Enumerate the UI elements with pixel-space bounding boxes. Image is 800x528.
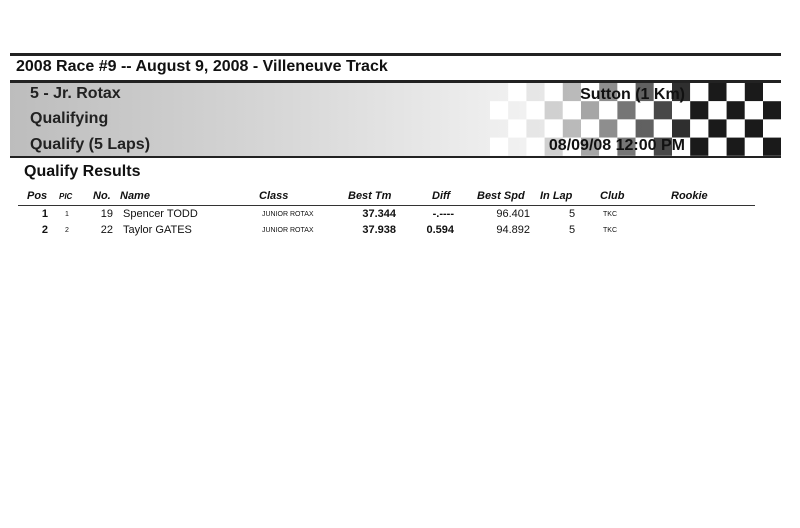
cell-class: JUNIOR ROTAX (262, 227, 314, 234)
cell-in-lap: 5 (568, 208, 576, 220)
cell-pic: 1 (65, 211, 69, 218)
cell-class: JUNIOR ROTAX (262, 211, 314, 218)
checker-square (526, 101, 544, 119)
checker-square (690, 138, 708, 156)
cell-pos: 1 (41, 208, 48, 220)
checker-square (763, 119, 781, 137)
session-datetime: 08/09/08 12:00 PM (548, 137, 685, 154)
col-header-rookie: Rookie (671, 190, 708, 202)
checker-square (745, 138, 763, 156)
checker-square (599, 119, 617, 137)
cell-pos: 2 (41, 224, 48, 236)
col-header-in-lap: In Lap (540, 190, 573, 202)
checker-square (763, 101, 781, 119)
checker-square (545, 83, 563, 101)
track-name: Sutton (1 Km) (580, 86, 685, 103)
checker-square (508, 138, 526, 156)
checker-square (690, 101, 708, 119)
checker-square (508, 119, 526, 137)
checker-square (672, 119, 690, 137)
checker-square (563, 101, 581, 119)
checker-square (617, 119, 635, 137)
checker-square (490, 119, 508, 137)
cell-best-tm: 37.938 (362, 224, 396, 236)
class-name: 5 - Jr. Rotax (30, 85, 121, 102)
checker-square (727, 101, 745, 119)
cell-diff: -.---- (432, 208, 454, 220)
checker-square (526, 119, 544, 137)
checker-square (490, 101, 508, 119)
checker-square (745, 101, 763, 119)
col-header-name: Name (120, 190, 150, 202)
col-header-best-tm: Best Tm (348, 190, 392, 202)
band-rule-bottom (10, 156, 781, 158)
checker-square (654, 119, 672, 137)
col-header-no: No. (93, 190, 111, 202)
checker-square (690, 119, 708, 137)
checker-square (545, 101, 563, 119)
checker-square (763, 83, 781, 101)
checker-square (636, 119, 654, 137)
checker-square (763, 138, 781, 156)
top-rule (10, 53, 781, 56)
col-header-class: Class (259, 190, 289, 202)
col-header-diff: Diff (432, 190, 451, 202)
cell-best-spd: 96.401 (496, 208, 530, 220)
checker-square (526, 83, 544, 101)
checker-square (581, 119, 599, 137)
session-name: Qualify (5 Laps) (30, 136, 151, 153)
col-header-pos: Pos (27, 190, 48, 202)
cell-pic: 2 (65, 227, 69, 234)
checker-square (508, 101, 526, 119)
checker-square (490, 83, 508, 101)
cell-no: 19 (100, 208, 113, 220)
cell-no: 22 (100, 224, 113, 236)
checker-square (690, 83, 708, 101)
checker-square (563, 119, 581, 137)
cell-best-tm: 37.344 (362, 208, 396, 220)
checker-square (708, 101, 726, 119)
header-rule (18, 205, 755, 206)
checker-square (708, 119, 726, 137)
race-title: 2008 Race #9 -- August 9, 2008 - Villeneuve Track (16, 58, 388, 75)
session-type: Qualifying (30, 110, 109, 127)
checker-square (708, 138, 726, 156)
checker-square (745, 119, 763, 137)
col-header-club: Club (600, 190, 625, 202)
checker-square (727, 119, 745, 137)
checker-square (727, 83, 745, 101)
cell-name: Spencer TODD (123, 208, 198, 220)
cell-best-spd: 94.892 (496, 224, 530, 236)
checker-square (727, 138, 745, 156)
cell-club: TKC (603, 211, 617, 218)
col-header-pic: PIC (59, 192, 73, 201)
checker-square (563, 83, 581, 101)
checker-square (526, 138, 544, 156)
cell-diff: 0.594 (426, 224, 454, 236)
col-header-best-spd: Best Spd (477, 190, 525, 202)
results-title: Qualify Results (24, 163, 141, 180)
checker-square (545, 119, 563, 137)
cell-club: TKC (603, 227, 617, 234)
cell-name: Taylor GATES (123, 224, 192, 236)
cell-in-lap: 5 (568, 224, 576, 236)
checker-square (508, 83, 526, 101)
checker-square (745, 83, 763, 101)
checker-square (708, 83, 726, 101)
checker-square (490, 138, 508, 156)
